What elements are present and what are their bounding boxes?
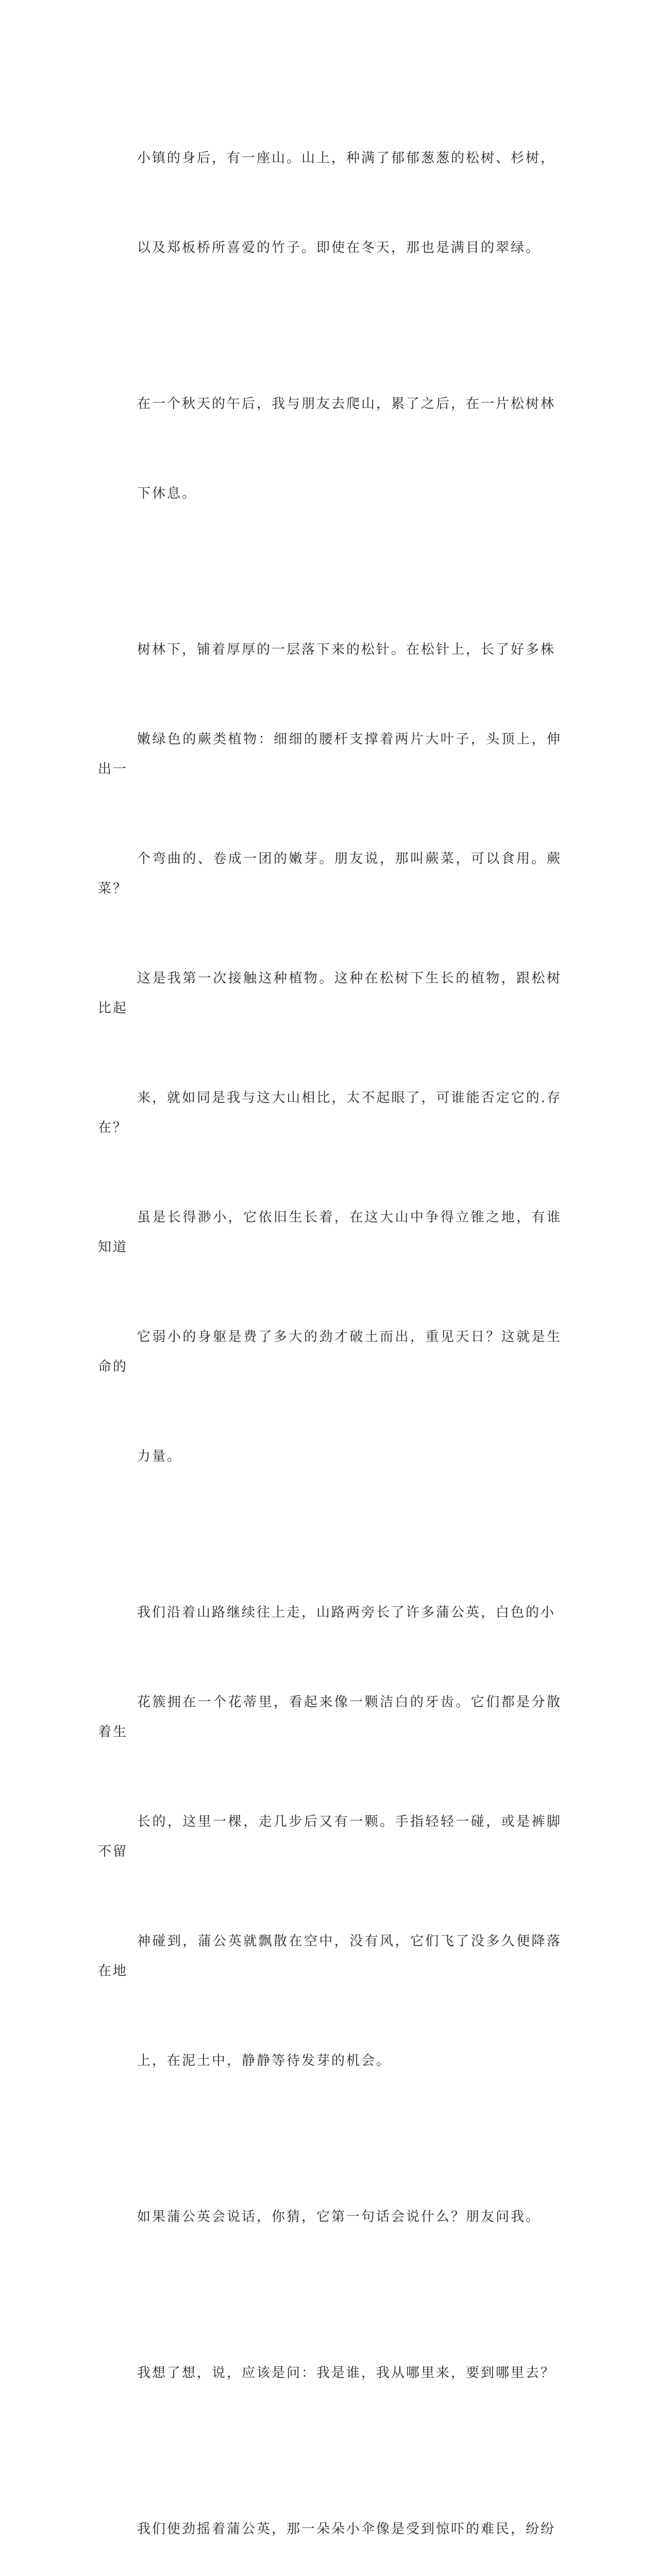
- paragraph-3: [98, 575, 562, 1531]
- text-line: 如果蒲公英会说话，你猜，它第一句话会说什么？朋友问我。: [137, 2209, 541, 2225]
- text-line: 嫩绿色的蕨类植物：细细的腰杆支撑着两片大叶子，头顶上，伸出一: [98, 732, 562, 777]
- text-line: 力量。: [137, 1449, 182, 1464]
- text-line: 小镇的身后，有一座山。山上，种满了郁郁葱葱的松树、杉树，: [137, 150, 556, 166]
- text-line: 花簇拥在一个花蒂里，看起来像一颗洁白的牙齿。它们都是分散着生: [98, 1694, 562, 1740]
- text-line: 这是我第一次接触这种植物。这种在松树下生长的植物，跟松树比起: [98, 971, 562, 1016]
- text-line: 个弯曲的、卷成一团的嫩芽。朋友说，那叫蕨菜，可以食用。蕨菜？: [98, 851, 562, 896]
- text-line: 树林下，铺着厚厚的一层落下来的松针。在松针上，长了好多株: [137, 642, 556, 657]
- paragraph-5: [98, 2142, 562, 2292]
- text-line: 长的，这里一棵，走几步后又有一颗。手指轻轻一碰，或是裤脚不留: [98, 1814, 562, 1859]
- text-line: 虽是长得渺小，它依旧生长着，在这大山中争得立锥之地，有谁知道: [98, 1210, 562, 1255]
- text-line: 神碰到，蒲公英就飘散在空中，没有风，它们飞了没多久便降落在地: [98, 1934, 562, 1979]
- text-line: 来，就如同是我与这大山相比，太不起眼了，可谁能否定它的.存在？: [98, 1090, 562, 1136]
- text-line: 上，在泥土中，静静等待发芽的机会。: [137, 2053, 392, 2069]
- paragraph-7: [98, 2454, 562, 2576]
- text-line: 我们沿着山路继续往上走，山路两旁长了许多蒲公英，白色的小: [137, 1605, 556, 1620]
- text-line: 我们使劲摇着蒲公英，那一朵朵小伞像是受到惊吓的难民，纷纷: [137, 2521, 556, 2537]
- paragraph-4: [98, 1538, 562, 2136]
- text-line: 它弱小的身躯是费了多大的劲才破土而出，重见天日？这就是生命的: [98, 1329, 562, 1375]
- paragraph-1: [98, 83, 562, 323]
- text-line: 我想了想，说，应该是问：我是谁，我从哪里来，要到哪里去？: [137, 2365, 556, 2381]
- paragraph-2: [98, 329, 562, 568]
- text-line: 在一个秋天的午后，我与朋友去爬山，累了之后，在一片松树林: [137, 396, 556, 412]
- text-line: 下休息。: [137, 486, 197, 501]
- body-text: [98, 83, 562, 2576]
- text-line: 以及郑板桥所喜爱的竹子。即使在冬天，那也是满目的翠绿。: [137, 240, 541, 256]
- paragraph-6: [98, 2298, 562, 2448]
